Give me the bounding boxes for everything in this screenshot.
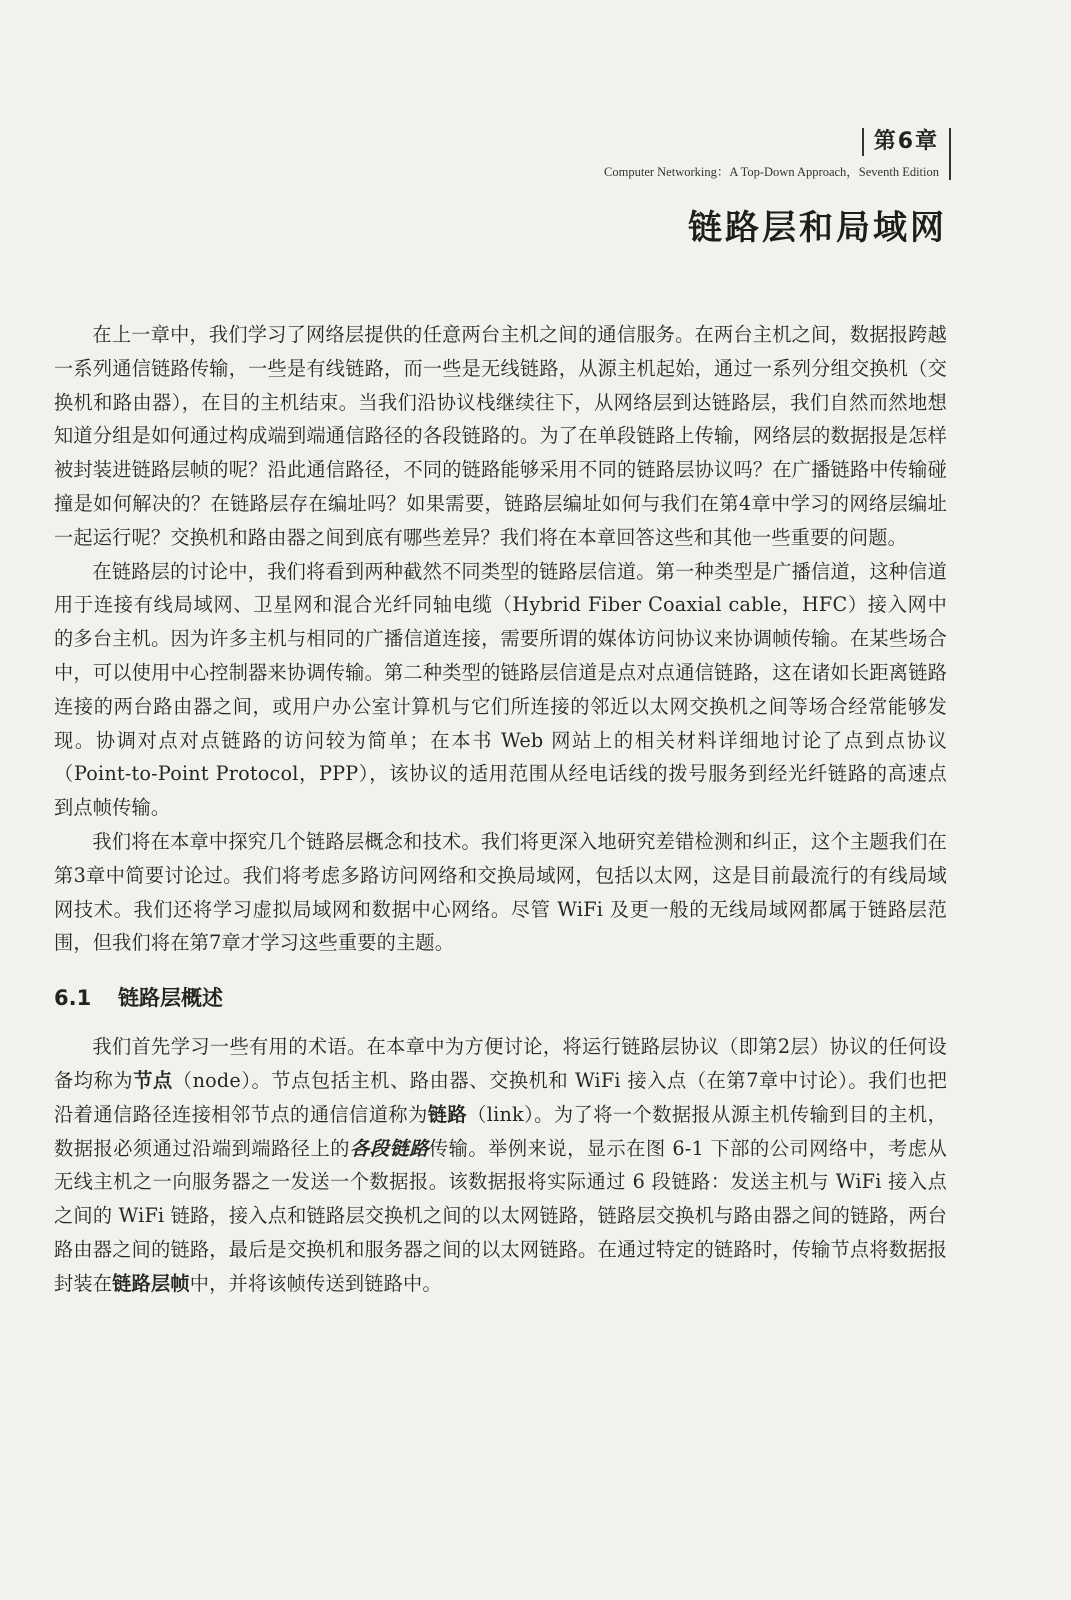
overview-text-4: 传输。举例来说，显示在图 6-1 下部的公司网络中，考虑从无线主机之一向服务器之一发送一个数据报。该数据报将实际通过 6 段链路：发送主机与 WiFi 接入点之间的 WiFi 链路，接入点和链路层交换机之间的以太网链路，链路层交换机与路由器之间的链路，两台路由器之间的链路，最后是交换机和服务器之间的以太网链路。在通过特定的链路时，传输节点将数据报封装在 — [54, 1136, 947, 1295]
term-node: 节点 — [133, 1068, 173, 1092]
body-text — [54, 318, 947, 1301]
chapter-header — [604, 128, 951, 180]
paragraph-overview — [54, 1030, 947, 1300]
section-title: 链路层概述 — [118, 986, 223, 1011]
section-heading — [54, 982, 947, 1012]
overview-text-2: （node）。节点包括主机、路由器、交换机和 WiFi 接入点（在第7章中讨论）。我们也把沿着通信路径连接相邻节点的通信信道称为 — [54, 1068, 947, 1126]
paragraph-intro: 在上一章中，我们学习了网络层提供的任意两台主机之间的通信服务。在两台主机之间，数据报跨越一系列通信链路传输，一些是有线链路，而一些是无线链路，从源主机起始，通过一系列分组交换机（交换机和路由器），在目的主机结束。当我们沿协议栈继续往下，从网络层到达链路层，我们自然而然地想知道分组是如何通过构成端到端通信路径的各段链路的。为了在单段链路上传输，网络层的数据报是怎样被封装进链路层帧的呢？沿此通信路径，不同的链路能够采用不同的链路层协议吗？在广播链路中传输碰撞是如何解决的？在链路层存在编址吗？如果需要，链路层编址如何与我们在第4章中学习的网络层编址一起运行呢？交换机和路由器之间到底有哪些差异？我们将在本章回答这些和其他一些重要的问题。 — [54, 323, 947, 549]
paragraph-channels: 在链路层的讨论中，我们将看到两种截然不同类型的链路层信道。第一种类型是广播信道，这种信道用于连接有线局域网、卫星网和混合光纤同轴电缆（Hybrid Fiber Coaxial cable，HFC）接入网中的多台主机。因为许多主机与相同的广播信道连接，需要所谓的媒体访问协议来协调帧传输。在某些场合中，可以使用中心控制器来协调传输。第二种类型的链路层信道是点对点通信链路，这在诸如长距离链路连接的两台路由器之间，或用户办公室计算机与它们所连接的邻近以太网交换机之间等场合经常能够发现。协调对点对点链路的访问较为简单；在本书 Web 网站上的相关材料详细地讨论了点到点协议（Point-to-Point Protocol，PPP），该协议的适用范围从经电话线的拨号服务到经光纤链路的高速点到点帧传输。 — [54, 559, 947, 820]
overview-text-5: 中，并将该帧传送到链路中。 — [189, 1271, 442, 1295]
overview-text-1: 我们首先学习一些有用的术语。在本章中为方便讨论，将运行链路层协议（即第2层）协议的任何设备均称为 — [54, 1035, 947, 1092]
term-link: 链路 — [427, 1102, 468, 1126]
chapter-title: 链路层和局域网 — [688, 208, 947, 248]
section-number: 6.1 — [54, 986, 92, 1011]
term-segments: 各段链路 — [350, 1136, 429, 1160]
overview-text-3: （link）。为了将一个数据报从源主机传输到目的主机，数据报必须通过沿端到端路径上的 — [54, 1102, 947, 1160]
book-title: Computer Networking：A Top-Down Approach，Seventh Edition — [604, 165, 939, 179]
term-frame: 链路层帧 — [112, 1271, 190, 1295]
paragraph-topics: 我们将在本章中探究几个链路层概念和技术。我们将更深入地研究差错检测和纠正，这个主题我们在第3章中简要讨论过。我们将考虑多路访问网络和交换局域网，包括以太网，这是目前最流行的有线局域网技术。我们还将学习虚拟局域网和数据中心网络。尽管 WiFi 及更一般的无线局域网都属于链路层范围，但我们将在第7章才学习这些重要的主题。 — [54, 829, 947, 955]
chapter-number: 第6章 — [862, 128, 939, 156]
